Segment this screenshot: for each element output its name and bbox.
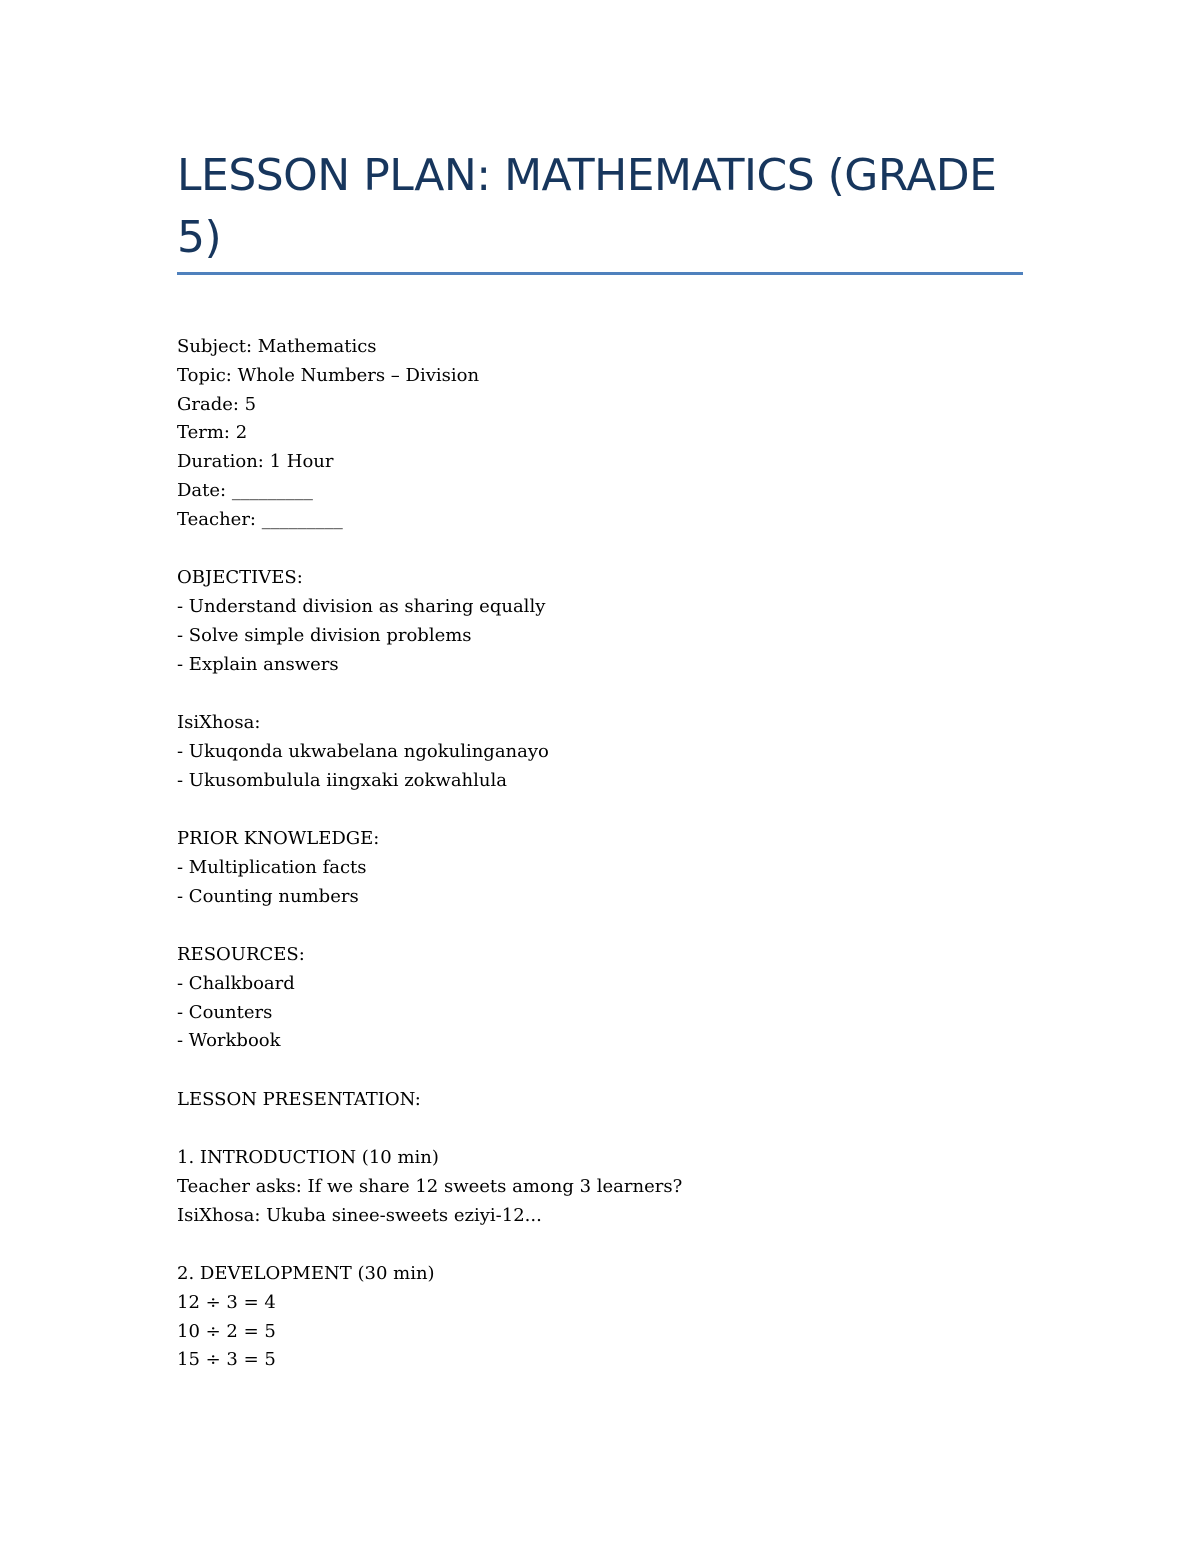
spacer	[177, 795, 1023, 825]
lesson-presentation-heading: LESSON PRESENTATION:	[177, 1088, 421, 1110]
spacer	[177, 1230, 1023, 1260]
development-section	[177, 1260, 1023, 1375]
document-body	[177, 333, 1023, 1375]
division-example: 15 ÷ 3 = 5	[177, 1349, 276, 1371]
spacer	[177, 679, 1023, 709]
division-example: 12 ÷ 3 = 4	[177, 1291, 276, 1313]
title-underline	[177, 272, 1023, 275]
resources-section	[177, 941, 1023, 1056]
term-line: Term: 2	[177, 422, 248, 444]
resource-item: - Workbook	[177, 1030, 281, 1052]
spacer	[177, 911, 1023, 941]
introduction-heading: 1. INTRODUCTION (10 min)	[177, 1147, 439, 1169]
topic-line: Topic: Whole Numbers – Division	[177, 364, 480, 386]
isixhosa-item: - Ukusombulula iingxaki zokwahlula	[177, 769, 507, 791]
introduction-line: IsiXhosa: Ukuba sinee-sweets eziyi-12...	[177, 1204, 542, 1226]
duration-line: Duration: 1 Hour	[177, 451, 334, 473]
prior-knowledge-section	[177, 825, 1023, 911]
prior-knowledge-heading: PRIOR KNOWLEDGE:	[177, 827, 380, 849]
objectives-section	[177, 564, 1023, 679]
date-line: Date: _________	[177, 479, 313, 501]
introduction-section	[177, 1144, 1023, 1230]
objective-item: - Understand division as sharing equally	[177, 595, 546, 617]
prior-knowledge-item: - Multiplication facts	[177, 856, 367, 878]
subject-line: Subject: Mathematics	[177, 336, 377, 357]
spacer	[177, 1115, 1023, 1145]
prior-knowledge-item: - Counting numbers	[177, 885, 359, 907]
development-heading: 2. DEVELOPMENT (30 min)	[177, 1263, 435, 1285]
spacer	[177, 1056, 1023, 1086]
lesson-presentation-section	[177, 1086, 1023, 1376]
teacher-line: Teacher: _________	[177, 508, 343, 530]
page-title: LESSON PLAN: MATHEMATICS (GRADE 5)	[177, 150, 997, 263]
resource-item: - Chalkboard	[177, 972, 295, 994]
objective-item: - Explain answers	[177, 653, 339, 675]
spacer	[177, 535, 1023, 565]
lesson-details	[177, 333, 1023, 535]
division-example: 10 ÷ 2 = 5	[177, 1320, 276, 1342]
objectives-heading: OBJECTIVES:	[177, 567, 303, 589]
objective-item: - Solve simple division problems	[177, 624, 472, 646]
introduction-line: Teacher asks: If we share 12 sweets among 3 learners?	[177, 1175, 683, 1197]
isixhosa-item: - Ukuqonda ukwabelana ngokulinganayo	[177, 740, 549, 762]
isixhosa-section	[177, 709, 1023, 795]
isixhosa-heading: IsiXhosa:	[177, 711, 261, 733]
resource-item: - Counters	[177, 1001, 273, 1023]
grade-line: Grade: 5	[177, 393, 257, 415]
resources-heading: RESOURCES:	[177, 943, 305, 965]
